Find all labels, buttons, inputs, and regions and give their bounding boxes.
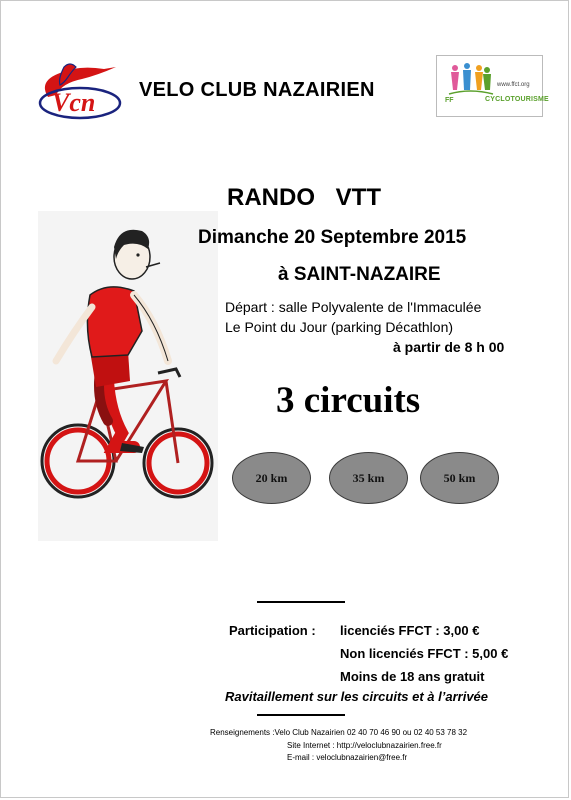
depart-line-2: Le Point du Jour (parking Décathlon): [225, 319, 454, 335]
ffct-url: www.ffct.org: [497, 82, 530, 88]
event-location: à SAINT-NAZAIRE: [278, 264, 441, 285]
event-title: RANDO VTT: [227, 184, 381, 211]
circuit-20km: 20 km: [232, 452, 311, 504]
participation-label: Participation :: [229, 623, 316, 638]
info-website: Site Internet : http://veloclubnazairien.free.fr: [287, 741, 442, 750]
info-contact: Renseignements :Velo Club Nazairien 02 40 70 46 90 ou 02 40 53 78 32: [210, 728, 468, 737]
price-non-licencies: Non licenciés FFCT : 5,00 €: [340, 646, 509, 661]
cyclist-illustration: [38, 211, 218, 541]
start-time: à partir de 8 h 00: [393, 339, 505, 355]
info-email: E-mail : veloclubnazairien@free.fr: [287, 753, 408, 762]
ffct-ff-text: FF: [445, 97, 454, 104]
ffct-cyclotourisme-text: CYCLOTOURISME: [485, 96, 549, 103]
price-under-18: Moins de 18 ans gratuit: [340, 669, 485, 684]
ravitaillement-note: Ravitaillement sur les circuits et à l’arrivée: [225, 689, 489, 704]
ffct-logo: [436, 55, 549, 117]
circuits-heading: 3 circuits: [276, 380, 421, 421]
price-licencies: licenciés FFCT : 3,00 €: [340, 623, 480, 638]
divider-top: [257, 601, 345, 603]
depart-line-1: Départ : salle Polyvalente de l'Immaculée: [225, 299, 482, 315]
event-date: Dimanche 20 Septembre 2015: [198, 227, 467, 248]
divider-bottom: [257, 714, 345, 716]
circuit-35km: 35 km: [329, 452, 408, 504]
circuit-50km: 50 km: [420, 452, 499, 504]
club-name: VELO CLUB NAZAIRIEN: [139, 79, 375, 101]
logo-text: Vcn: [52, 88, 96, 117]
club-logo: [34, 59, 129, 121]
